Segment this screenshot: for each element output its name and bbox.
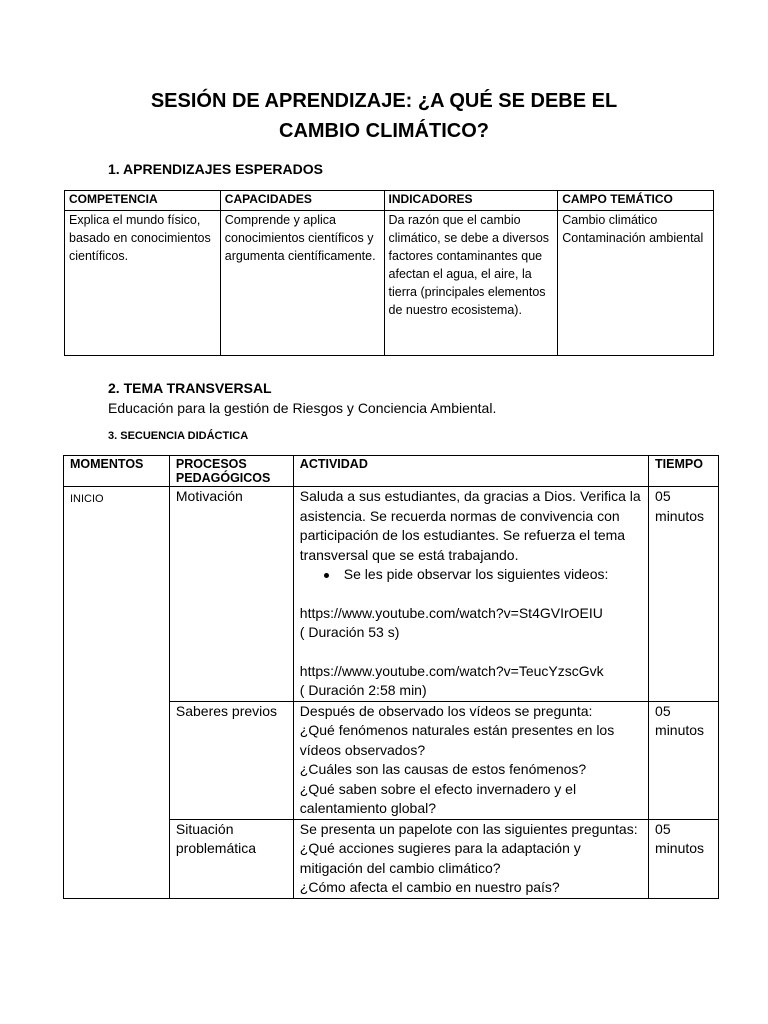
header-actividad: ACTIVIDAD: [293, 456, 648, 487]
cell-tiempo: 05 minutos: [649, 819, 719, 898]
section-heading-tema-transversal: 2. TEMA TRANSVERSAL: [108, 380, 272, 396]
cell-capacidades: Comprende y aplica conocimientos científicos y argumenta científicamente.: [220, 211, 384, 356]
actividad-text: Se presenta un papelote con las siguientes preguntas:: [299, 820, 638, 837]
cell-actividad: [293, 819, 648, 898]
bullet-text: Se les pide observar los siguientes videos:: [343, 566, 609, 582]
header-indicadores: INDICADORES: [384, 191, 558, 211]
header-capacidades: CAPACIDADES: [220, 191, 384, 211]
cell-tiempo: 05 minutos: [649, 487, 719, 702]
cell-proceso: Situación problemática: [169, 819, 293, 898]
page-title-line-2: CAMBIO CLIMÁTICO?: [279, 120, 489, 142]
video-link-2[interactable]: https://www.youtube.com/watch?v=TeucYzscGvk: [299, 662, 604, 679]
actividad-question: ¿Qué fenómenos naturales están presentes en los vídeos observados?: [299, 722, 615, 758]
cell-proceso: Motivación: [169, 487, 293, 702]
table-header-row: [64, 456, 719, 487]
cell-competencia: Explica el mundo físico, basado en conocimientos científicos.: [65, 211, 221, 356]
header-momentos: MOMENTOS: [64, 456, 170, 487]
actividad-question: ¿Cuáles son las causas de estos fenómenos?: [299, 761, 587, 777]
actividad-question: ¿Qué saben sobre el efecto invernadero y el calentamiento global?: [299, 780, 577, 816]
secuencia-table: [63, 455, 719, 899]
aprendizajes-table: [64, 190, 714, 356]
cell-tiempo: 05 minutos: [649, 701, 719, 819]
table-row: [64, 487, 719, 702]
header-campo-tematico: CAMPO TEMÁTICO: [558, 191, 714, 211]
actividad-text: Saluda a sus estudiantes, da gracias a Dios. Verifica la asistencia. Se recuerda normas de convivencia con participación de los estudiantes. Se refuerza el tema transversal que se está trabajando.: [299, 488, 641, 563]
bullet-item: [300, 565, 642, 585]
page-title: [0, 86, 768, 146]
cell-momento: INICIO: [64, 487, 170, 899]
actividad-question: ¿Qué acciones sugieres para la adaptación y mitigación del cambio climático?: [299, 840, 581, 876]
cell-proceso: Saberes previos: [169, 701, 293, 819]
bullet-dot-icon: [324, 573, 329, 578]
cell-actividad: [293, 487, 648, 702]
section-heading-aprendizajes: 1. APRENDIZAJES ESPERADOS: [108, 161, 323, 177]
section-heading-secuencia: 3. SECUENCIA DIDÁCTICA: [108, 430, 249, 442]
header-procesos: PROCESOS PEDAGÓGICOS: [169, 456, 293, 487]
video-duration-1: ( Duración 53 s): [299, 624, 400, 640]
cell-campo-tematico: Cambio climático Contaminación ambiental: [558, 211, 714, 356]
header-tiempo: TIEMPO: [649, 456, 719, 487]
video-duration-2: ( Duración 2:58 min): [299, 682, 427, 698]
tema-transversal-text: Educación para la gestión de Riesgos y Conciencia Ambiental.: [108, 400, 497, 416]
table-row: [65, 211, 714, 356]
cell-indicadores: Da razón que el cambio climático, se debe a diversos factores contaminantes que afectan el agua, el aire, la tierra (principales elementos de nuestro ecosistema).: [384, 211, 558, 356]
header-competencia: COMPETENCIA: [65, 191, 221, 211]
cell-actividad: [293, 701, 648, 819]
actividad-text: Después de observado los vídeos se pregunta:: [299, 702, 593, 719]
table-header-row: [65, 191, 714, 211]
video-link-1[interactable]: https://www.youtube.com/watch?v=St4GVIrOEIU: [299, 604, 603, 621]
page-title-line-1: SESIÓN DE APRENDIZAJE: ¿A QUÉ SE DEBE EL: [150, 90, 618, 112]
actividad-question: ¿Cómo afecta el cambio en nuestro país?: [299, 879, 560, 895]
